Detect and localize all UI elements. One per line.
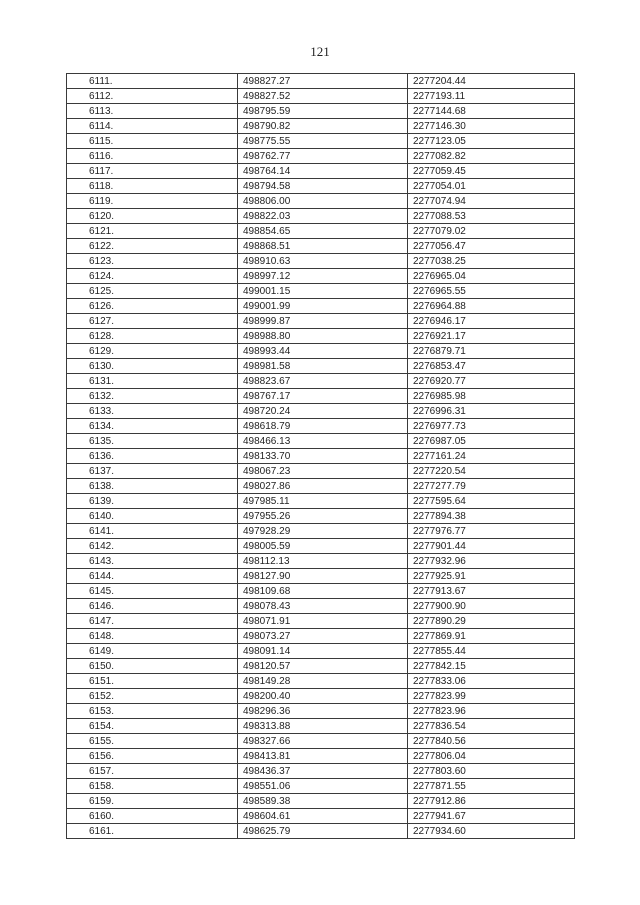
x-coordinate-cell: 497985.11 (238, 494, 408, 509)
x-coordinate-cell: 498868.51 (238, 239, 408, 254)
x-coordinate-cell: 498790.82 (238, 119, 408, 134)
y-coordinate-cell: 2277204.44 (408, 74, 575, 89)
table-row (67, 584, 575, 599)
point-number-cell: 6116. (67, 149, 238, 164)
point-number-cell: 6153. (67, 704, 238, 719)
x-coordinate-cell: 498200.40 (238, 689, 408, 704)
table-row (67, 434, 575, 449)
table-row (67, 524, 575, 539)
y-coordinate-cell: 2276987.05 (408, 434, 575, 449)
x-coordinate-cell: 498910.63 (238, 254, 408, 269)
x-coordinate-cell: 499001.15 (238, 284, 408, 299)
x-coordinate-cell: 498775.55 (238, 134, 408, 149)
x-coordinate-cell: 498854.65 (238, 224, 408, 239)
x-coordinate-cell: 498764.14 (238, 164, 408, 179)
table-row (67, 764, 575, 779)
y-coordinate-cell: 2277079.02 (408, 224, 575, 239)
x-coordinate-cell: 498997.12 (238, 269, 408, 284)
point-number-cell: 6145. (67, 584, 238, 599)
y-coordinate-cell: 2277803.60 (408, 764, 575, 779)
point-number-cell: 6121. (67, 224, 238, 239)
point-number-cell: 6140. (67, 509, 238, 524)
y-coordinate-cell: 2277146.30 (408, 119, 575, 134)
point-number-cell: 6112. (67, 89, 238, 104)
x-coordinate-cell: 498762.77 (238, 149, 408, 164)
y-coordinate-cell: 2276964.88 (408, 299, 575, 314)
table-row (67, 719, 575, 734)
coordinates-table-body (67, 74, 575, 839)
x-coordinate-cell: 498822.03 (238, 209, 408, 224)
y-coordinate-cell: 2277595.64 (408, 494, 575, 509)
table-row (67, 329, 575, 344)
y-coordinate-cell: 2276920.77 (408, 374, 575, 389)
table-row (67, 104, 575, 119)
table-row (67, 419, 575, 434)
table-row (67, 239, 575, 254)
point-number-cell: 6139. (67, 494, 238, 509)
x-coordinate-cell: 498795.59 (238, 104, 408, 119)
y-coordinate-cell: 2276921.17 (408, 329, 575, 344)
point-number-cell: 6147. (67, 614, 238, 629)
table-row (67, 269, 575, 284)
table-row (67, 359, 575, 374)
y-coordinate-cell: 2277088.53 (408, 209, 575, 224)
table-row (67, 299, 575, 314)
point-number-cell: 6159. (67, 794, 238, 809)
table-row (67, 224, 575, 239)
point-number-cell: 6134. (67, 419, 238, 434)
x-coordinate-cell: 498981.58 (238, 359, 408, 374)
point-number-cell: 6136. (67, 449, 238, 464)
point-number-cell: 6111. (67, 74, 238, 89)
table-row (67, 779, 575, 794)
y-coordinate-cell: 2277220.54 (408, 464, 575, 479)
x-coordinate-cell: 498005.59 (238, 539, 408, 554)
x-coordinate-cell: 499001.99 (238, 299, 408, 314)
y-coordinate-cell: 2276879.71 (408, 344, 575, 359)
y-coordinate-cell: 2277144.68 (408, 104, 575, 119)
table-row (67, 479, 575, 494)
x-coordinate-cell: 497928.29 (238, 524, 408, 539)
table-row (67, 809, 575, 824)
point-number-cell: 6124. (67, 269, 238, 284)
point-number-cell: 6144. (67, 569, 238, 584)
x-coordinate-cell: 498466.13 (238, 434, 408, 449)
x-coordinate-cell: 498073.27 (238, 629, 408, 644)
point-number-cell: 6125. (67, 284, 238, 299)
x-coordinate-cell: 498827.27 (238, 74, 408, 89)
x-coordinate-cell: 498413.81 (238, 749, 408, 764)
table-row (67, 689, 575, 704)
x-coordinate-cell: 498436.37 (238, 764, 408, 779)
y-coordinate-cell: 2277836.54 (408, 719, 575, 734)
point-number-cell: 6154. (67, 719, 238, 734)
x-coordinate-cell: 498127.90 (238, 569, 408, 584)
table-row (67, 164, 575, 179)
table-row (67, 209, 575, 224)
y-coordinate-cell: 2276853.47 (408, 359, 575, 374)
point-number-cell: 6115. (67, 134, 238, 149)
point-number-cell: 6123. (67, 254, 238, 269)
y-coordinate-cell: 2277901.44 (408, 539, 575, 554)
y-coordinate-cell: 2277074.94 (408, 194, 575, 209)
point-number-cell: 6158. (67, 779, 238, 794)
table-row (67, 749, 575, 764)
y-coordinate-cell: 2277161.24 (408, 449, 575, 464)
y-coordinate-cell: 2277056.47 (408, 239, 575, 254)
x-coordinate-cell: 498071.91 (238, 614, 408, 629)
table-row (67, 644, 575, 659)
x-coordinate-cell: 498618.79 (238, 419, 408, 434)
table-row (67, 119, 575, 134)
table-row (67, 74, 575, 89)
table-row (67, 494, 575, 509)
x-coordinate-cell: 498823.67 (238, 374, 408, 389)
y-coordinate-cell: 2277059.45 (408, 164, 575, 179)
point-number-cell: 6141. (67, 524, 238, 539)
point-number-cell: 6131. (67, 374, 238, 389)
point-number-cell: 6126. (67, 299, 238, 314)
point-number-cell: 6122. (67, 239, 238, 254)
point-number-cell: 6146. (67, 599, 238, 614)
x-coordinate-cell: 498296.36 (238, 704, 408, 719)
y-coordinate-cell: 2277913.67 (408, 584, 575, 599)
table-row (67, 704, 575, 719)
x-coordinate-cell: 498794.58 (238, 179, 408, 194)
point-number-cell: 6149. (67, 644, 238, 659)
x-coordinate-cell: 498767.17 (238, 389, 408, 404)
table-row (67, 554, 575, 569)
x-coordinate-cell: 498133.70 (238, 449, 408, 464)
y-coordinate-cell: 2277823.99 (408, 689, 575, 704)
point-number-cell: 6120. (67, 209, 238, 224)
table-row (67, 464, 575, 479)
point-number-cell: 6117. (67, 164, 238, 179)
table-row (67, 194, 575, 209)
x-coordinate-cell: 498120.57 (238, 659, 408, 674)
point-number-cell: 6157. (67, 764, 238, 779)
point-number-cell: 6128. (67, 329, 238, 344)
y-coordinate-cell: 2277806.04 (408, 749, 575, 764)
point-number-cell: 6130. (67, 359, 238, 374)
x-coordinate-cell: 498604.61 (238, 809, 408, 824)
point-number-cell: 6143. (67, 554, 238, 569)
table-row (67, 404, 575, 419)
table-row (67, 569, 575, 584)
table-row (67, 539, 575, 554)
table-row (67, 134, 575, 149)
x-coordinate-cell: 498589.38 (238, 794, 408, 809)
point-number-cell: 6142. (67, 539, 238, 554)
point-number-cell: 6133. (67, 404, 238, 419)
point-number-cell: 6119. (67, 194, 238, 209)
x-coordinate-cell: 498999.87 (238, 314, 408, 329)
y-coordinate-cell: 2277082.82 (408, 149, 575, 164)
y-coordinate-cell: 2276965.04 (408, 269, 575, 284)
table-row (67, 449, 575, 464)
x-coordinate-cell: 498112.13 (238, 554, 408, 569)
x-coordinate-cell: 498806.00 (238, 194, 408, 209)
y-coordinate-cell: 2277869.91 (408, 629, 575, 644)
point-number-cell: 6151. (67, 674, 238, 689)
y-coordinate-cell: 2277855.44 (408, 644, 575, 659)
x-coordinate-cell: 498625.79 (238, 824, 408, 839)
point-number-cell: 6118. (67, 179, 238, 194)
point-number-cell: 6148. (67, 629, 238, 644)
table-row (67, 284, 575, 299)
point-number-cell: 6132. (67, 389, 238, 404)
point-number-cell: 6160. (67, 809, 238, 824)
y-coordinate-cell: 2277038.25 (408, 254, 575, 269)
table-row (67, 314, 575, 329)
table-row (67, 389, 575, 404)
y-coordinate-cell: 2277277.79 (408, 479, 575, 494)
x-coordinate-cell: 498827.52 (238, 89, 408, 104)
table-row (67, 614, 575, 629)
point-number-cell: 6161. (67, 824, 238, 839)
table-row (67, 674, 575, 689)
table-row (67, 659, 575, 674)
y-coordinate-cell: 2277941.67 (408, 809, 575, 824)
x-coordinate-cell: 498149.28 (238, 674, 408, 689)
x-coordinate-cell: 498551.06 (238, 779, 408, 794)
x-coordinate-cell: 498720.24 (238, 404, 408, 419)
point-number-cell: 6129. (67, 344, 238, 359)
point-number-cell: 6135. (67, 434, 238, 449)
y-coordinate-cell: 2277823.96 (408, 704, 575, 719)
y-coordinate-cell: 2277890.29 (408, 614, 575, 629)
table-row (67, 599, 575, 614)
point-number-cell: 6137. (67, 464, 238, 479)
point-number-cell: 6138. (67, 479, 238, 494)
table-row (67, 179, 575, 194)
table-row (67, 344, 575, 359)
x-coordinate-cell: 498993.44 (238, 344, 408, 359)
x-coordinate-cell: 497955.26 (238, 509, 408, 524)
coordinates-table (66, 73, 575, 839)
y-coordinate-cell: 2276946.17 (408, 314, 575, 329)
y-coordinate-cell: 2277900.90 (408, 599, 575, 614)
x-coordinate-cell: 498067.23 (238, 464, 408, 479)
y-coordinate-cell: 2277193.11 (408, 89, 575, 104)
table-row (67, 149, 575, 164)
x-coordinate-cell: 498027.86 (238, 479, 408, 494)
y-coordinate-cell: 2276977.73 (408, 419, 575, 434)
x-coordinate-cell: 498327.66 (238, 734, 408, 749)
y-coordinate-cell: 2277833.06 (408, 674, 575, 689)
y-coordinate-cell: 2276965.55 (408, 284, 575, 299)
point-number-cell: 6155. (67, 734, 238, 749)
x-coordinate-cell: 498313.88 (238, 719, 408, 734)
point-number-cell: 6150. (67, 659, 238, 674)
point-number-cell: 6152. (67, 689, 238, 704)
x-coordinate-cell: 498109.68 (238, 584, 408, 599)
y-coordinate-cell: 2277842.15 (408, 659, 575, 674)
y-coordinate-cell: 2277894.38 (408, 509, 575, 524)
table-row (67, 254, 575, 269)
y-coordinate-cell: 2277123.05 (408, 134, 575, 149)
y-coordinate-cell: 2277934.60 (408, 824, 575, 839)
y-coordinate-cell: 2276996.31 (408, 404, 575, 419)
y-coordinate-cell: 2277925.91 (408, 569, 575, 584)
y-coordinate-cell: 2277840.56 (408, 734, 575, 749)
y-coordinate-cell: 2277932.96 (408, 554, 575, 569)
point-number-cell: 6113. (67, 104, 238, 119)
page-number: 121 (310, 44, 330, 59)
point-number-cell: 6156. (67, 749, 238, 764)
y-coordinate-cell: 2277054.01 (408, 179, 575, 194)
y-coordinate-cell: 2276985.98 (408, 389, 575, 404)
point-number-cell: 6114. (67, 119, 238, 134)
x-coordinate-cell: 498988.80 (238, 329, 408, 344)
x-coordinate-cell: 498078.43 (238, 599, 408, 614)
table-row (67, 509, 575, 524)
y-coordinate-cell: 2277976.77 (408, 524, 575, 539)
table-row (67, 374, 575, 389)
table-row (67, 794, 575, 809)
x-coordinate-cell: 498091.14 (238, 644, 408, 659)
table-row (67, 89, 575, 104)
table-row (67, 629, 575, 644)
y-coordinate-cell: 2277912.86 (408, 794, 575, 809)
table-row (67, 734, 575, 749)
table-row (67, 824, 575, 839)
y-coordinate-cell: 2277871.55 (408, 779, 575, 794)
point-number-cell: 6127. (67, 314, 238, 329)
